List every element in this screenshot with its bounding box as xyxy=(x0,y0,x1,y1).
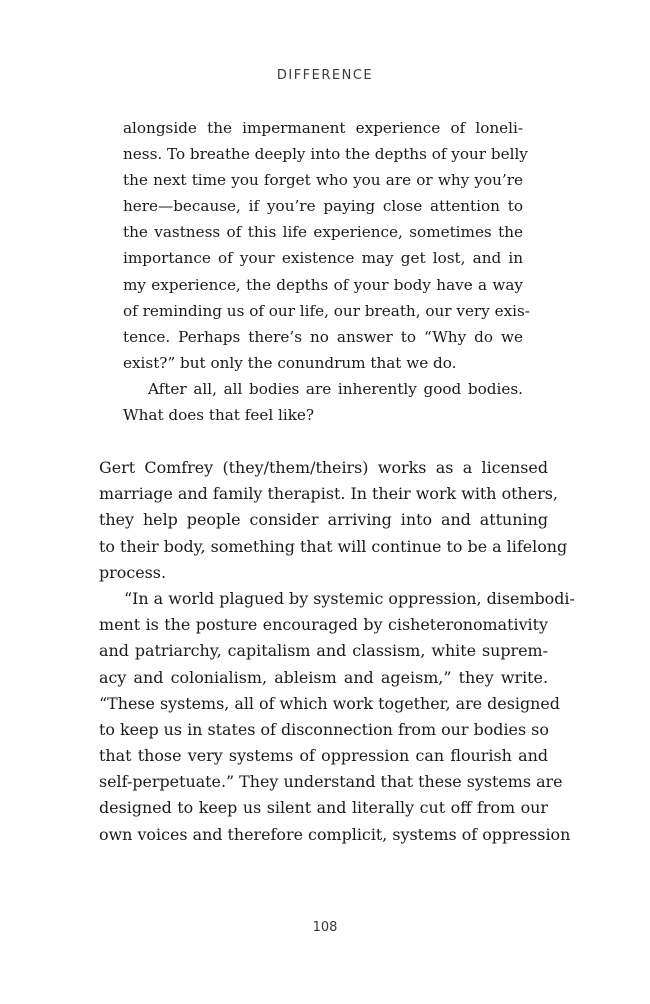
quote-line: my experience, the depths of your body have a way xyxy=(123,275,523,294)
quote-line: tence. Perhaps there’s no answer to “Why do we xyxy=(123,327,523,346)
quote-line: the next time you forget who you are or why you’re xyxy=(123,171,523,190)
prose-line: ment is the posture encouraged by cisheteronomativity xyxy=(99,615,548,635)
quote-block xyxy=(123,115,530,428)
prose-line: “These systems, all of which work together, are designed xyxy=(99,693,560,713)
running-head: DIFFERENCE xyxy=(276,68,374,83)
prose-line: own voices and therefore complicit, systems of oppression xyxy=(99,824,571,844)
prose-line: and patriarchy, capitalism and classism, white suprem- xyxy=(99,641,548,661)
prose-line: to keep us in states of disconnection from our bodies so xyxy=(99,719,549,739)
prose-block xyxy=(99,455,575,848)
prose-line: process. xyxy=(99,562,166,582)
page-number: 108 xyxy=(312,920,338,935)
quote-line: alongside the impermanent experience of loneli- xyxy=(123,119,523,137)
quote-line: here—because, if you’re paying close attention to xyxy=(123,197,523,216)
quote-line: ness. To breathe deeply into the depths of your belly xyxy=(123,145,528,164)
prose-line: acy and colonialism, ableism and ageism,” they write. xyxy=(99,667,548,687)
prose-line: they help people consider arriving into and attuning xyxy=(99,510,548,530)
quote-line: importance of your existence may get lost, and in xyxy=(123,249,523,268)
quote-line: of reminding us of our life, our breath, our very exis- xyxy=(123,301,530,320)
prose-line: self-perpetuate.” They understand that these systems are xyxy=(99,772,563,792)
quote-line: After all, all bodies are inherently good bodies. xyxy=(148,379,523,398)
prose-line: designed to keep us silent and literally cut off from our xyxy=(99,798,548,818)
prose-line: that those very systems of oppression can flourish and xyxy=(99,746,548,766)
quote-line: What does that feel like? xyxy=(123,406,315,425)
prose-line: “In a world plagued by systemic oppression, disembodi- xyxy=(124,588,575,608)
quote-line: exist?” but only the conundrum that we do. xyxy=(123,353,457,372)
quote-line: the vastness of this life experience, sometimes the xyxy=(123,223,523,242)
prose-line: Gert Comfrey (they/them/theirs) works as a licensed xyxy=(99,458,548,477)
prose-line: to their body, something that will continue to be a lifelong xyxy=(99,536,568,556)
prose-line: marriage and family therapist. In their work with others, xyxy=(99,484,558,504)
